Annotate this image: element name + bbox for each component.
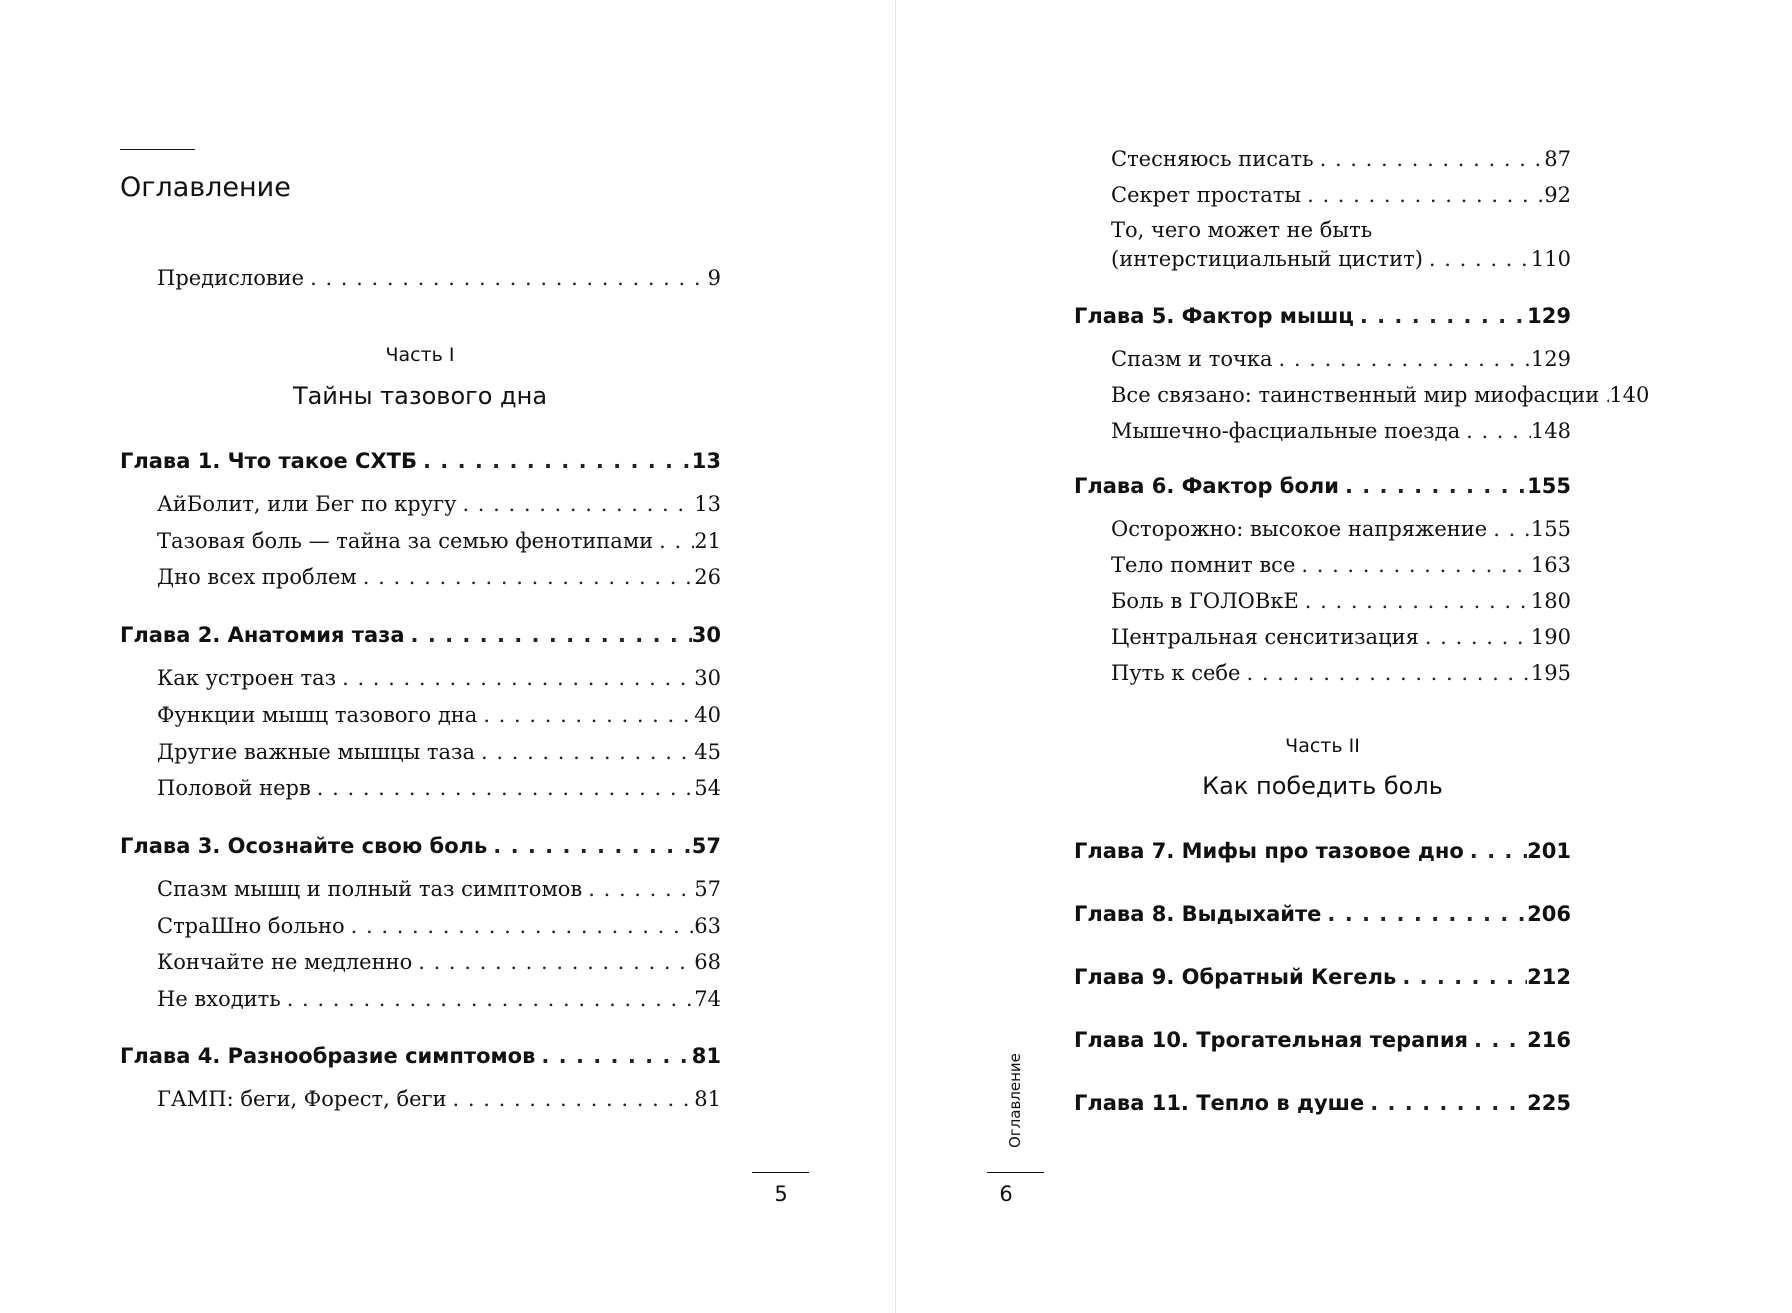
toc-section[interactable] xyxy=(157,565,721,589)
toc-chapter[interactable] xyxy=(1074,1091,1571,1115)
toc-section[interactable] xyxy=(1111,383,1650,407)
footer-rule xyxy=(752,1172,809,1173)
section-page: 68 xyxy=(694,950,721,974)
chapter-title: Глава 3. Осознайте свою боль xyxy=(120,834,488,858)
toc-chapter[interactable] xyxy=(1074,304,1571,328)
section-page: 81 xyxy=(694,1087,721,1111)
dot-leader xyxy=(417,449,692,473)
section-page: 110 xyxy=(1530,247,1571,271)
chapter-title: Глава 6. Фактор боли xyxy=(1074,474,1339,498)
section-page: 129 xyxy=(1530,347,1571,371)
chapter-page: 30 xyxy=(691,623,721,647)
dot-leader xyxy=(281,987,695,1011)
dot-leader xyxy=(1419,625,1531,649)
section-page: 13 xyxy=(694,492,721,516)
left-page xyxy=(0,0,895,1313)
toc-section[interactable] xyxy=(157,877,721,901)
part-label: Часть I xyxy=(385,344,455,366)
dot-leader xyxy=(304,266,708,290)
section-page: 74 xyxy=(694,987,721,1011)
dot-leader xyxy=(1314,147,1545,171)
chapter-page: 206 xyxy=(1527,902,1571,926)
toc-section[interactable] xyxy=(157,703,721,727)
section-title: Половой нерв xyxy=(157,776,311,800)
dot-leader xyxy=(1301,183,1544,207)
toc-section[interactable] xyxy=(1111,553,1571,577)
dot-leader xyxy=(477,703,694,727)
toc-chapter[interactable] xyxy=(1074,965,1571,989)
toc-section[interactable] xyxy=(1111,419,1571,443)
dot-leader xyxy=(1364,1091,1527,1115)
chapter-title: Глава 11. Тепло в душе xyxy=(1074,1091,1365,1115)
section-title: СтраШно больно xyxy=(157,914,345,938)
page-number: 5 xyxy=(774,1182,788,1206)
section-title: Не входить xyxy=(157,987,281,1011)
section-page: 57 xyxy=(694,877,721,901)
dot-leader xyxy=(1321,902,1527,926)
chapter-page: 81 xyxy=(691,1044,721,1068)
chapter-title: Глава 10. Трогательная терапия xyxy=(1074,1028,1469,1052)
toc-section[interactable] xyxy=(1111,183,1571,207)
toc-chapter[interactable] xyxy=(120,834,721,858)
section-page: 45 xyxy=(694,740,721,764)
part-label: Часть II xyxy=(1285,735,1360,757)
toc-section[interactable] xyxy=(1111,147,1571,171)
section-page: 26 xyxy=(694,565,721,589)
page-number: 6 xyxy=(999,1182,1013,1206)
section-title: Спазм и точка xyxy=(1111,347,1273,371)
part-title: Тайны тазового дна xyxy=(292,382,548,410)
section-title: (интерстициальный цистит) xyxy=(1111,247,1423,271)
toc-section[interactable] xyxy=(157,492,721,516)
chapter-page: 13 xyxy=(691,449,721,473)
section-page: 163 xyxy=(1530,553,1571,577)
dot-leader xyxy=(1396,965,1527,989)
dot-leader xyxy=(412,950,694,974)
toc-chapter[interactable] xyxy=(120,449,721,473)
dot-leader xyxy=(456,492,694,516)
right-page xyxy=(896,0,1792,1313)
page-title: Оглавление xyxy=(120,172,291,203)
section-page: 30 xyxy=(694,666,721,690)
dot-leader xyxy=(535,1044,691,1068)
dot-leader xyxy=(1299,589,1531,613)
toc-section[interactable] xyxy=(157,529,721,553)
title-rule xyxy=(120,149,195,150)
section-page: 92 xyxy=(1544,183,1571,207)
section-title: Другие важные мышцы таза xyxy=(157,740,476,764)
dot-leader xyxy=(405,623,692,647)
toc-chapter[interactable] xyxy=(1074,1028,1571,1052)
chapter-page: 212 xyxy=(1527,965,1571,989)
toc-section[interactable] xyxy=(1111,347,1571,371)
section-page: 40 xyxy=(694,703,721,727)
section-page: 180 xyxy=(1530,589,1571,613)
toc-section[interactable] xyxy=(1111,589,1571,613)
dot-leader xyxy=(447,1087,695,1111)
chapter-title: Глава 2. Анатомия таза xyxy=(120,623,405,647)
section-title-line1[interactable]: То, чего может не быть xyxy=(1111,218,1373,242)
dot-leader xyxy=(1464,839,1527,863)
dot-leader xyxy=(1273,347,1531,371)
dot-leader xyxy=(1599,383,1609,407)
section-page: 63 xyxy=(694,914,721,938)
dot-leader xyxy=(653,529,694,553)
chapter-title: Глава 1. Что такое СХТБ xyxy=(120,449,417,473)
dot-leader xyxy=(336,666,694,690)
dot-leader xyxy=(357,565,695,589)
chapter-page: 225 xyxy=(1527,1091,1571,1115)
section-title: Тело помнит все xyxy=(1111,553,1296,577)
toc-section[interactable] xyxy=(1111,247,1571,271)
section-title: Все связано: таинственный мир миофасции xyxy=(1111,383,1600,407)
chapter-title: Глава 4. Разнообразие симптомов xyxy=(120,1044,536,1068)
dot-leader xyxy=(1354,304,1527,328)
toc-section[interactable] xyxy=(157,987,721,1011)
entry-title: Предисловие xyxy=(157,266,305,290)
section-title: Секрет простаты xyxy=(1111,183,1302,207)
chapter-title: Глава 9. Обратный Кегель xyxy=(1074,965,1397,989)
toc-entry-preface[interactable] xyxy=(157,266,721,290)
running-head: Оглавление xyxy=(1006,1053,1024,1148)
chapter-page: 216 xyxy=(1527,1028,1571,1052)
dot-leader xyxy=(475,740,694,764)
dot-leader xyxy=(1240,661,1530,685)
dot-leader xyxy=(582,877,694,901)
section-page: 190 xyxy=(1530,625,1571,649)
dot-leader xyxy=(487,834,691,858)
toc-section[interactable] xyxy=(157,914,721,938)
dot-leader xyxy=(1423,247,1531,271)
part-title: Как победить боль xyxy=(1202,772,1443,800)
dot-leader xyxy=(1460,419,1531,443)
toc-section[interactable] xyxy=(157,740,721,764)
toc-section[interactable] xyxy=(1111,625,1571,649)
section-title: Кончайте не медленно xyxy=(157,950,413,974)
toc-chapter[interactable] xyxy=(120,1044,721,1068)
toc-chapter[interactable] xyxy=(1074,902,1571,926)
section-title: Мышечно-фасциальные поезда xyxy=(1111,419,1461,443)
section-page: 54 xyxy=(694,776,721,800)
dot-leader xyxy=(1339,474,1527,498)
section-title: Боль в ГОЛОВкЕ xyxy=(1111,589,1299,613)
chapter-page: 155 xyxy=(1527,474,1571,498)
chapter-page: 201 xyxy=(1527,839,1571,863)
dot-leader xyxy=(345,914,695,938)
chapter-title: Глава 7. Мифы про тазовое дно xyxy=(1074,839,1464,863)
toc-section[interactable] xyxy=(1111,661,1571,685)
dot-leader xyxy=(1487,517,1531,541)
section-page: 87 xyxy=(1544,147,1571,171)
section-title: ГАМП: беги, Форест, беги xyxy=(157,1087,447,1111)
section-page: 155 xyxy=(1530,517,1571,541)
section-page: 195 xyxy=(1530,661,1571,685)
dot-leader xyxy=(1295,553,1531,577)
dot-leader xyxy=(311,776,694,800)
chapter-title: Глава 8. Выдыхайте xyxy=(1074,902,1322,926)
toc-section[interactable] xyxy=(157,950,721,974)
footer-rule xyxy=(987,1172,1044,1173)
toc-section[interactable] xyxy=(1111,517,1571,541)
section-title: Путь к себе xyxy=(1111,661,1241,685)
entry-page: 9 xyxy=(707,266,721,290)
section-page: 21 xyxy=(694,529,721,553)
toc-section[interactable] xyxy=(157,1087,721,1111)
section-title: АйБолит, или Бег по кругу xyxy=(157,492,457,516)
section-page: 140 xyxy=(1609,383,1650,407)
toc-section[interactable] xyxy=(157,666,721,690)
toc-chapter[interactable] xyxy=(1074,839,1571,863)
chapter-title: Глава 5. Фактор мышц xyxy=(1074,304,1354,328)
section-title: Как устроен таз xyxy=(157,666,337,690)
section-title: Осторожно: высокое напряжение xyxy=(1111,517,1488,541)
section-title: Тазовая боль — тайна за семью фенотипами xyxy=(157,529,654,553)
chapter-page: 129 xyxy=(1527,304,1571,328)
toc-chapter[interactable] xyxy=(1074,474,1571,498)
section-page: 148 xyxy=(1530,419,1571,443)
toc-chapter[interactable] xyxy=(120,623,721,647)
section-title: Дно всех проблем xyxy=(157,565,357,589)
section-title: Функции мышц тазового дна xyxy=(157,703,478,727)
section-title: Спазм мышц и полный таз симптомов xyxy=(157,877,583,901)
toc-section[interactable] xyxy=(157,776,721,800)
section-title: Центральная сенситизация xyxy=(1111,625,1419,649)
section-title: Стесняюсь писать xyxy=(1111,147,1314,171)
dot-leader xyxy=(1468,1028,1527,1052)
chapter-page: 57 xyxy=(691,834,721,858)
